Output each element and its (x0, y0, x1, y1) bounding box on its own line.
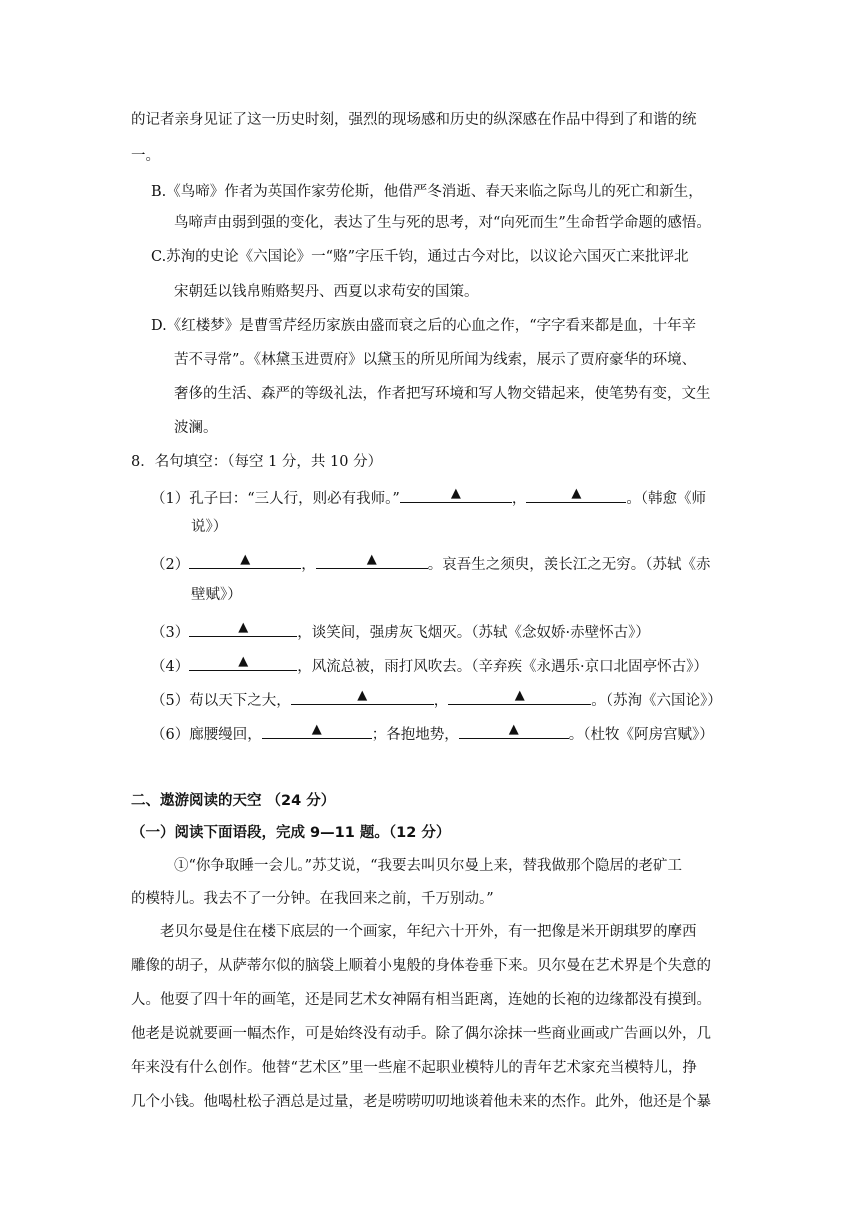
item-punct: ， (433, 693, 449, 709)
answer-blank[interactable] (316, 552, 428, 569)
item-punct: ， (511, 491, 527, 507)
answer-blank[interactable] (262, 722, 372, 739)
answer-blank[interactable] (291, 688, 434, 705)
item-punct: ， (301, 557, 316, 573)
triangle-marker-icon: ▲ (571, 486, 582, 501)
fill-item-3 (151, 620, 650, 643)
answer-blank[interactable] (189, 620, 297, 637)
answer-blank[interactable] (400, 486, 512, 503)
option-d-line: 奢侈的生活、森严的等级礼法，作者把写环境和写人物交错起来，使笔势有变，文生 (174, 386, 711, 402)
passage-line: ①“你争取睡一会儿。”苏艾说，“我要去叫贝尔曼上来，替我做那个隐居的老矿工 (174, 858, 682, 874)
passage-line: 他老是说就要画一幅杰作，可是始终没有动手。除了偶尔涂抹一些商业画或广告画以外，几 (131, 1026, 711, 1042)
triangle-marker-icon: ▲ (366, 552, 377, 567)
fill-item-4 (151, 654, 708, 677)
item-text: 各抱地势， (386, 727, 459, 743)
item-text: （6）廊腰缦回， (151, 727, 262, 743)
triangle-marker-icon: ▲ (508, 722, 519, 737)
answer-blank[interactable] (189, 552, 301, 569)
fill-item-2-cont: 壁赋》） (191, 587, 242, 603)
item-text: 。（韩愈《师 (626, 491, 707, 507)
item-text: （1）孔子曰：“三人行，则必有我师。” (151, 491, 400, 507)
passage-line: 人。他耍了四十年的画笔，还是同艺术女神隔有相当距离，连她的长袍的边缘都没有摸到。 (131, 992, 711, 1008)
item-text: ，谈笑间，强虏灰飞烟灭。（苏轼《念奴娇·赤壁怀古》） (297, 625, 650, 641)
passage-line: 的模特儿。我去不了一分钟。在我回来之前，千万别动。” (131, 891, 494, 907)
triangle-marker-icon: ▲ (238, 654, 249, 669)
triangle-marker-icon: ▲ (514, 688, 525, 703)
answer-blank[interactable] (459, 722, 569, 739)
passage-line: 几个小钱。他喝杜松子酒总是过量，老是唠唠叨叨地谈着他未来的杰作。此外，他还是个暴 (131, 1094, 711, 1110)
answer-blank[interactable] (448, 688, 591, 705)
item-punct: ； (371, 727, 387, 743)
item-text: （4） (151, 659, 190, 675)
option-b-line: B.《鸟啼》作者为英国作家劳伦斯，他借严冬消逝、春天来临之际鸟儿的死亡和新生， (151, 184, 703, 200)
option-d-line: 波澜。 (174, 420, 218, 436)
item-text: 。（苏洵《六国论》） (591, 693, 722, 709)
item-text: 。（杜牧《阿房宫赋》） (568, 727, 714, 743)
triangle-marker-icon: ▲ (240, 552, 251, 567)
item-text: 。哀吾生之须臾，羡长江之无穷。（苏轼《赤 (427, 557, 711, 573)
triangle-marker-icon: ▲ (311, 722, 322, 737)
section-subheading: （一）阅读下面语段，完成 9—11 题。（12 分） (131, 825, 451, 841)
item-text: （2） (151, 557, 190, 573)
item-text: （5）苟以天下之大， (151, 693, 291, 709)
triangle-marker-icon: ▲ (357, 688, 368, 703)
passage-line: 年来没有什么创作。他替“艺术区”里一些雇不起职业模特儿的青年艺术家充当模特儿，挣 (131, 1060, 697, 1076)
triangle-marker-icon: ▲ (238, 620, 249, 635)
option-d-line: 苦不寻常”。《林黛玉进贾府》以黛玉的所见所闻为线索，展示了贾府豪华的环境、 (174, 352, 697, 368)
option-b-line: 鸟啼声由弱到强的变化，表达了生与死的思考，对“向死而生”生命哲学命题的感悟。 (174, 215, 711, 231)
text-line: 的记者亲身见证了这一历史时刻，强烈的现场感和历史的纵深感在作品中得到了和谐的统 (131, 112, 697, 128)
question-8-title: 8．名句填空：（每空 1 分，共 10 分） (131, 454, 383, 470)
fill-item-6 (151, 722, 714, 745)
item-text: ，风流总被，雨打风吹去。（辛弃疾《永遇乐·京口北固亭怀古》） (297, 659, 708, 675)
option-c-line: 宋朝廷以钱帛贿赂契丹、西夏以求苟安的国策。 (174, 284, 479, 300)
option-d-line: D.《红楼梦》是曹雪芹经历家族由盛而衰之后的心血之作，“字字看来都是血，十年辛 (151, 318, 697, 334)
option-c-line: C.苏洵的史论《六国论》一“赂”字压千钧，通过古今对比，以议论六国灭亡来批评北 (151, 249, 689, 265)
fill-item-1-cont: 说》） (191, 519, 228, 535)
answer-blank[interactable] (526, 486, 626, 503)
item-text: （3） (151, 625, 190, 641)
triangle-marker-icon: ▲ (450, 486, 461, 501)
answer-blank[interactable] (189, 654, 297, 671)
passage-line: 老贝尔曼是住在楼下底层的一个画家，年纪六十开外，有一把像是米开朗琪罗的摩西 (160, 924, 697, 940)
text-line: 一。 (131, 148, 160, 164)
fill-item-5 (151, 688, 722, 711)
fill-item-1 (151, 486, 706, 509)
passage-line: 雕像的胡子，从萨蒂尔似的脑袋上顺着小鬼般的身体卷垂下来。贝尔曼在艺术界是个失意的 (131, 958, 711, 974)
section-heading: 二、遨游阅读的天空 （24 分） (131, 793, 336, 809)
fill-item-2 (151, 552, 710, 575)
